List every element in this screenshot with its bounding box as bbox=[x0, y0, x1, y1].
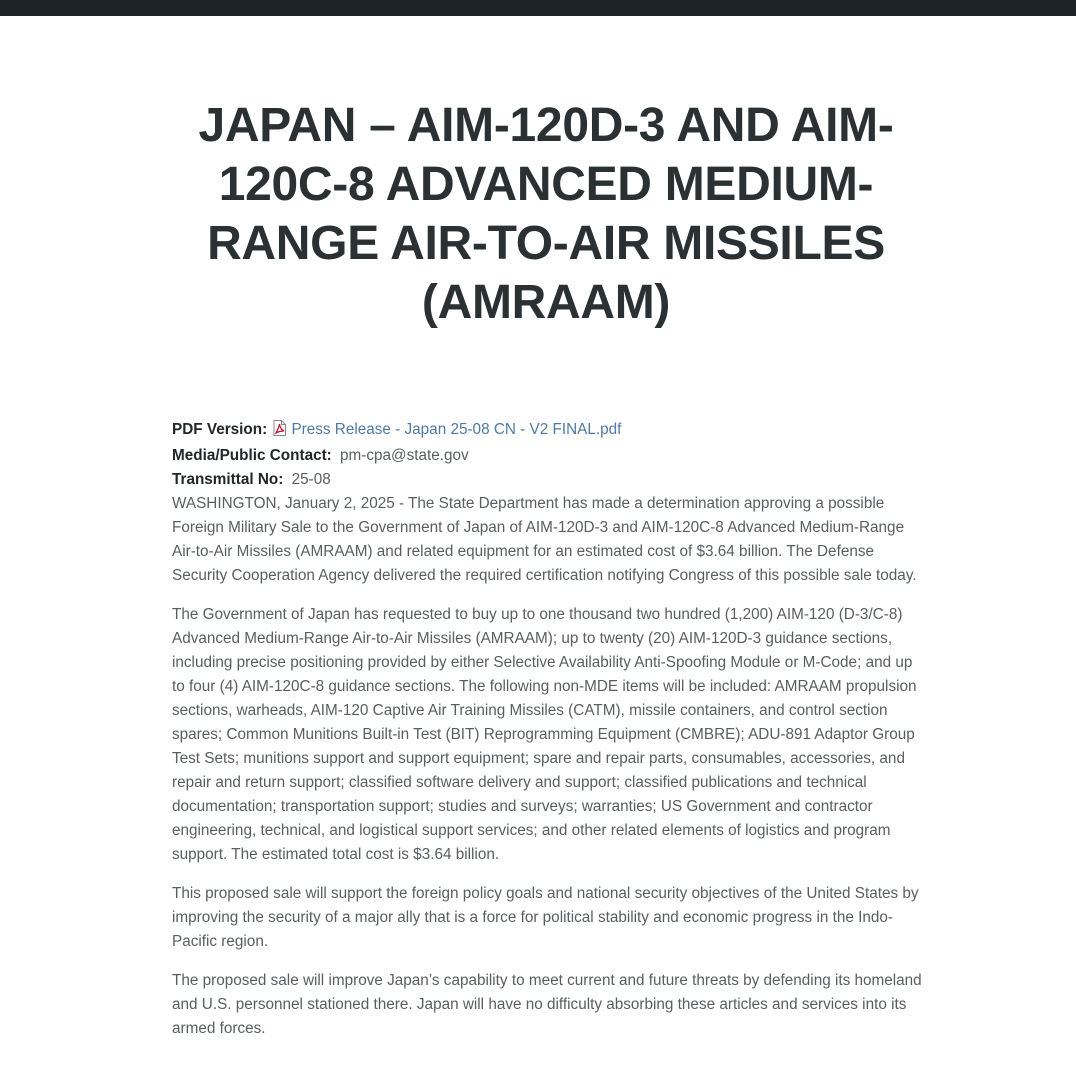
pdf-version-row bbox=[172, 418, 924, 444]
contact-email: pm-cpa@state.gov bbox=[340, 447, 469, 464]
paragraph: The proposed sale will improve Japan’s capability to meet current and future threats by defending its homeland and U.S. personnel stationed there. Japan will have no difficulty absorbing these articles and services into its armed forces. bbox=[172, 972, 922, 1037]
transmittal-label: Transmittal No: bbox=[172, 471, 284, 488]
paragraph: WASHINGTON, January 2, 2025 - The State Department has made a determination approving a possible Foreign Military Sale to the Government of Japan of AIM-120D-3 and AIM-120C-8 Advanced Medium-Range Air-to-Air Missiles (AMRAAM) and related equipment for an estimated cost of $3.64 billion. The Defense Security Cooperation Agency delivered the required certification notifying Congress of this possible sale today. bbox=[172, 495, 917, 584]
transmittal-number: 25-08 bbox=[291, 471, 331, 488]
contact-row bbox=[172, 444, 924, 468]
paragraph: This proposed sale will support the foreign policy goals and national security objectives of the United States by improving the security of a major ally that is a force for political stability and economic progress in the Indo-Pacific region. bbox=[172, 885, 919, 950]
pdf-version-label: PDF Version: bbox=[172, 421, 268, 438]
top-bar bbox=[0, 0, 1076, 16]
transmittal-row bbox=[172, 468, 924, 492]
page-title: JAPAN – AIM-120D-3 AND AIM-120C-8 ADVANCED MEDIUM-RANGE AIR-TO-AIR MISSILES (AMRAAM) bbox=[198, 99, 894, 329]
pdf-download-link[interactable]: Press Release - Japan 25-08 CN - V2 FINAL.pdf bbox=[291, 421, 622, 438]
article-content bbox=[172, 418, 924, 1056]
contact-label: Media/Public Contact: bbox=[172, 447, 332, 464]
pdf-file-icon bbox=[273, 420, 286, 444]
paragraph: The Government of Japan has requested to buy up to one thousand two hundred (1,200) AIM-120 (D-3/C-8) Advanced Medium-Range Air-to-Air Missiles (AMRAAM); up to twenty (20) AIM-120D-3 guidance sections, including precise positioning provided by either Selective Availability Anti-Spoofing Module or M-Code; and up to four (4) AIM-120C-8 guidance sections. The following non-MDE items will be included: AMRAAM propulsion sections, warheads, AIM-120 Captive Air Training Missiles (CATM), missile containers, and control section spares; Common Munitions Built-in Test (BIT) Reprogramming Equipment (CMBRE); ADU-891 Adaptor Group Test Sets; munitions support and support equipment; spare and repair parts, consumables, accessories, and repair and return support; classified software delivery and support; classified publications and technical documentation; transportation support; studies and surveys; warranties; US Government and contractor engineering, technical, and logistical support services; and other related elements of logistics and program support. The estimated total cost is $3.64 billion. bbox=[172, 606, 917, 863]
